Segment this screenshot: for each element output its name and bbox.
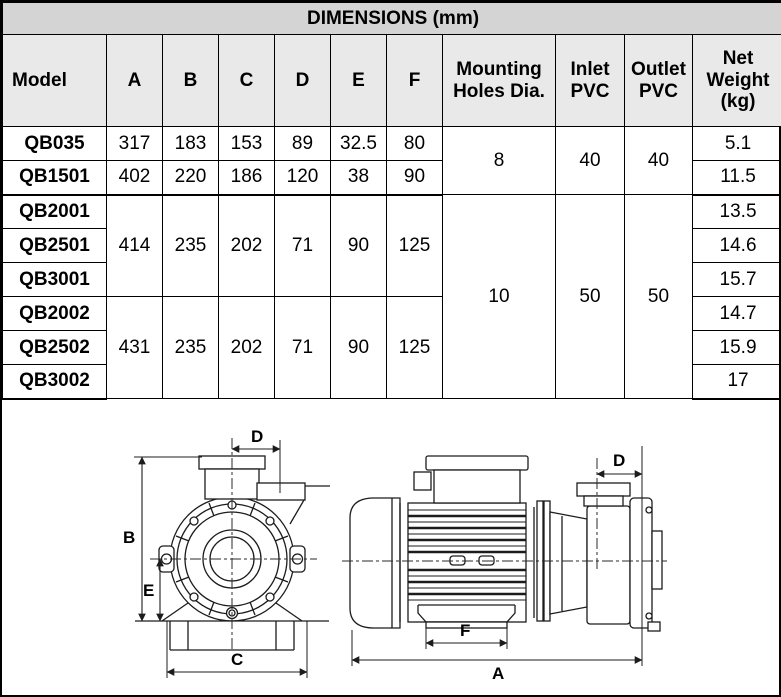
dim-label-e: E (143, 580, 155, 600)
inlet-cell: 50 (556, 195, 625, 399)
dim-a-cell: 414 (107, 195, 163, 297)
col-header-net-weight: Net Weight (kg) (693, 35, 781, 127)
dim-label-f: F (460, 620, 471, 640)
col-header-model: Model (3, 35, 107, 127)
dim-a-cell: 402 (107, 161, 163, 195)
dim-d-cell: 71 (275, 195, 331, 297)
dim-f-cell: 125 (387, 297, 443, 399)
dim-d-cell: 71 (275, 297, 331, 399)
dim-f-cell: 90 (387, 161, 443, 195)
net-weight-cell: 14.7 (693, 297, 781, 331)
dim-b-cell: 183 (163, 127, 219, 161)
col-header-f: F (387, 35, 443, 127)
table-header-row (3, 35, 781, 127)
pump-side-view-drawing (342, 446, 667, 683)
dim-e-cell: 90 (331, 297, 387, 399)
net-weight-cell: 15.7 (693, 263, 781, 297)
dimensions-table (2, 2, 781, 400)
col-header-d: D (275, 35, 331, 127)
dim-f-cell: 80 (387, 127, 443, 161)
net-weight-cell: 14.6 (693, 229, 781, 263)
model-cell: QB2001 (3, 195, 107, 229)
dim-f-cell: 125 (387, 195, 443, 297)
dim-c-cell: 202 (219, 195, 275, 297)
outlet-cell: 40 (625, 127, 693, 195)
dim-c-cell: 153 (219, 127, 275, 161)
model-cell: QB2502 (3, 331, 107, 365)
net-weight-cell: 11.5 (693, 161, 781, 195)
table-row (3, 195, 781, 229)
dim-d-cell: 89 (275, 127, 331, 161)
pump-dimension-drawing (2, 400, 779, 689)
col-header-outlet: Outlet PVC (625, 35, 693, 127)
net-weight-cell: 5.1 (693, 127, 781, 161)
technical-drawing-panel (2, 400, 779, 696)
pump-front-view-drawing (123, 427, 330, 678)
table-row (3, 127, 781, 161)
dim-a-cell: 431 (107, 297, 163, 399)
col-header-c: C (219, 35, 275, 127)
model-cell: QB035 (3, 127, 107, 161)
mounting-cell: 8 (443, 127, 556, 195)
net-weight-cell: 17 (693, 365, 781, 399)
model-cell: QB2501 (3, 229, 107, 263)
dim-b-cell: 235 (163, 195, 219, 297)
model-cell: QB3001 (3, 263, 107, 297)
dim-b-cell: 220 (163, 161, 219, 195)
dim-e-cell: 38 (331, 161, 387, 195)
dim-label-d-side: D (613, 450, 626, 470)
dim-label-a: A (492, 663, 505, 683)
dim-e-cell: 90 (331, 195, 387, 297)
net-weight-cell: 15.9 (693, 331, 781, 365)
dim-c-cell: 186 (219, 161, 275, 195)
model-cell: QB3002 (3, 365, 107, 399)
col-header-e: E (331, 35, 387, 127)
dim-d-cell: 120 (275, 161, 331, 195)
col-header-a: A (107, 35, 163, 127)
col-header-b: B (163, 35, 219, 127)
table-title: DIMENSIONS (mm) (3, 3, 781, 35)
model-cell: QB1501 (3, 161, 107, 195)
col-header-mounting: Mounting Holes Dia. (443, 35, 556, 127)
model-cell: QB2002 (3, 297, 107, 331)
dim-b-cell: 235 (163, 297, 219, 399)
net-weight-cell: 13.5 (693, 195, 781, 229)
outlet-cell: 50 (625, 195, 693, 399)
dim-label-d-front: D (251, 426, 264, 446)
mounting-cell: 10 (443, 195, 556, 399)
table-title-row (3, 3, 781, 35)
dim-label-b: B (123, 527, 136, 547)
dim-c-cell: 202 (219, 297, 275, 399)
col-header-inlet: Inlet PVC (556, 35, 625, 127)
inlet-cell: 40 (556, 127, 625, 195)
dim-label-c: C (231, 649, 244, 669)
dim-a-cell: 317 (107, 127, 163, 161)
dim-e-cell: 32.5 (331, 127, 387, 161)
